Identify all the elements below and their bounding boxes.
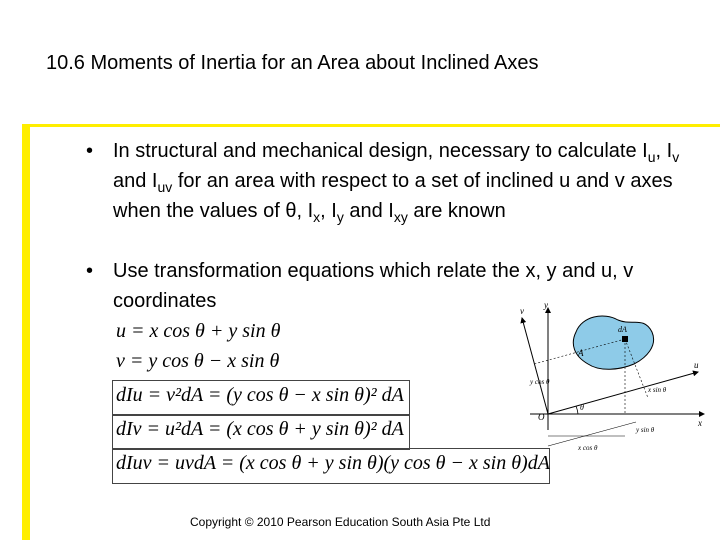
label-v: v <box>520 306 524 316</box>
bullet-marker: • <box>86 140 94 162</box>
label-x: x <box>698 418 702 428</box>
label-ysin: y sin θ <box>636 426 655 434</box>
label-xsin: x sin θ <box>648 386 667 394</box>
equation-diuv: dIuv = uvdA = (x cos θ + y sin θ)(y cos θ − x sin θ)dA <box>116 452 550 474</box>
theta-arc <box>576 406 578 414</box>
equation-v: v = y cos θ − x sin θ <box>116 350 280 372</box>
inclined-axes-figure <box>508 300 708 500</box>
label-a: A <box>578 348 584 358</box>
u-axis <box>548 372 698 414</box>
area-shape <box>573 316 653 369</box>
equation-div: dIv = u²dA = (x cos θ + y sin θ)² dA <box>116 418 404 440</box>
label-o: O <box>538 412 545 422</box>
accent-bar-horizontal <box>30 124 720 127</box>
accent-bar-vertical <box>22 124 30 540</box>
label-u: u <box>694 360 699 370</box>
label-da: dA <box>618 325 627 334</box>
bullet-text: In structural and mechanical design, necessary to calculate $I_u$, $I_v$ and $I_{uv}$ for an area with respect to a set of inclined u and v axes when the values of θ, $I_x$, $I_y$ and $I_{xy}$ are known <box>113 140 680 225</box>
v-axis <box>522 318 548 414</box>
label-ycos: y cos θ <box>530 378 550 386</box>
label-y: y <box>544 300 548 310</box>
equation-u: u = x cos θ + y sin θ <box>116 320 281 342</box>
copyright-footer: Copyright © 2010 Pearson Education South Asia Pte Ltd <box>190 515 491 529</box>
slide-title: 10.6 Moments of Inertia for an Area about Inclined Axes <box>46 52 539 74</box>
bullet-item-1 <box>86 136 696 226</box>
label-xcos: x cos θ <box>578 444 598 452</box>
dim-xcos <box>548 422 636 446</box>
label-theta: θ <box>580 403 584 412</box>
equation-diu: dIu = v²dA = (y cos θ − x sin θ)² dA <box>116 384 404 406</box>
bullet-marker: • <box>86 260 94 282</box>
bullet-text: Use transformation equations which relate the x, y and u, v coordinates <box>113 260 634 312</box>
